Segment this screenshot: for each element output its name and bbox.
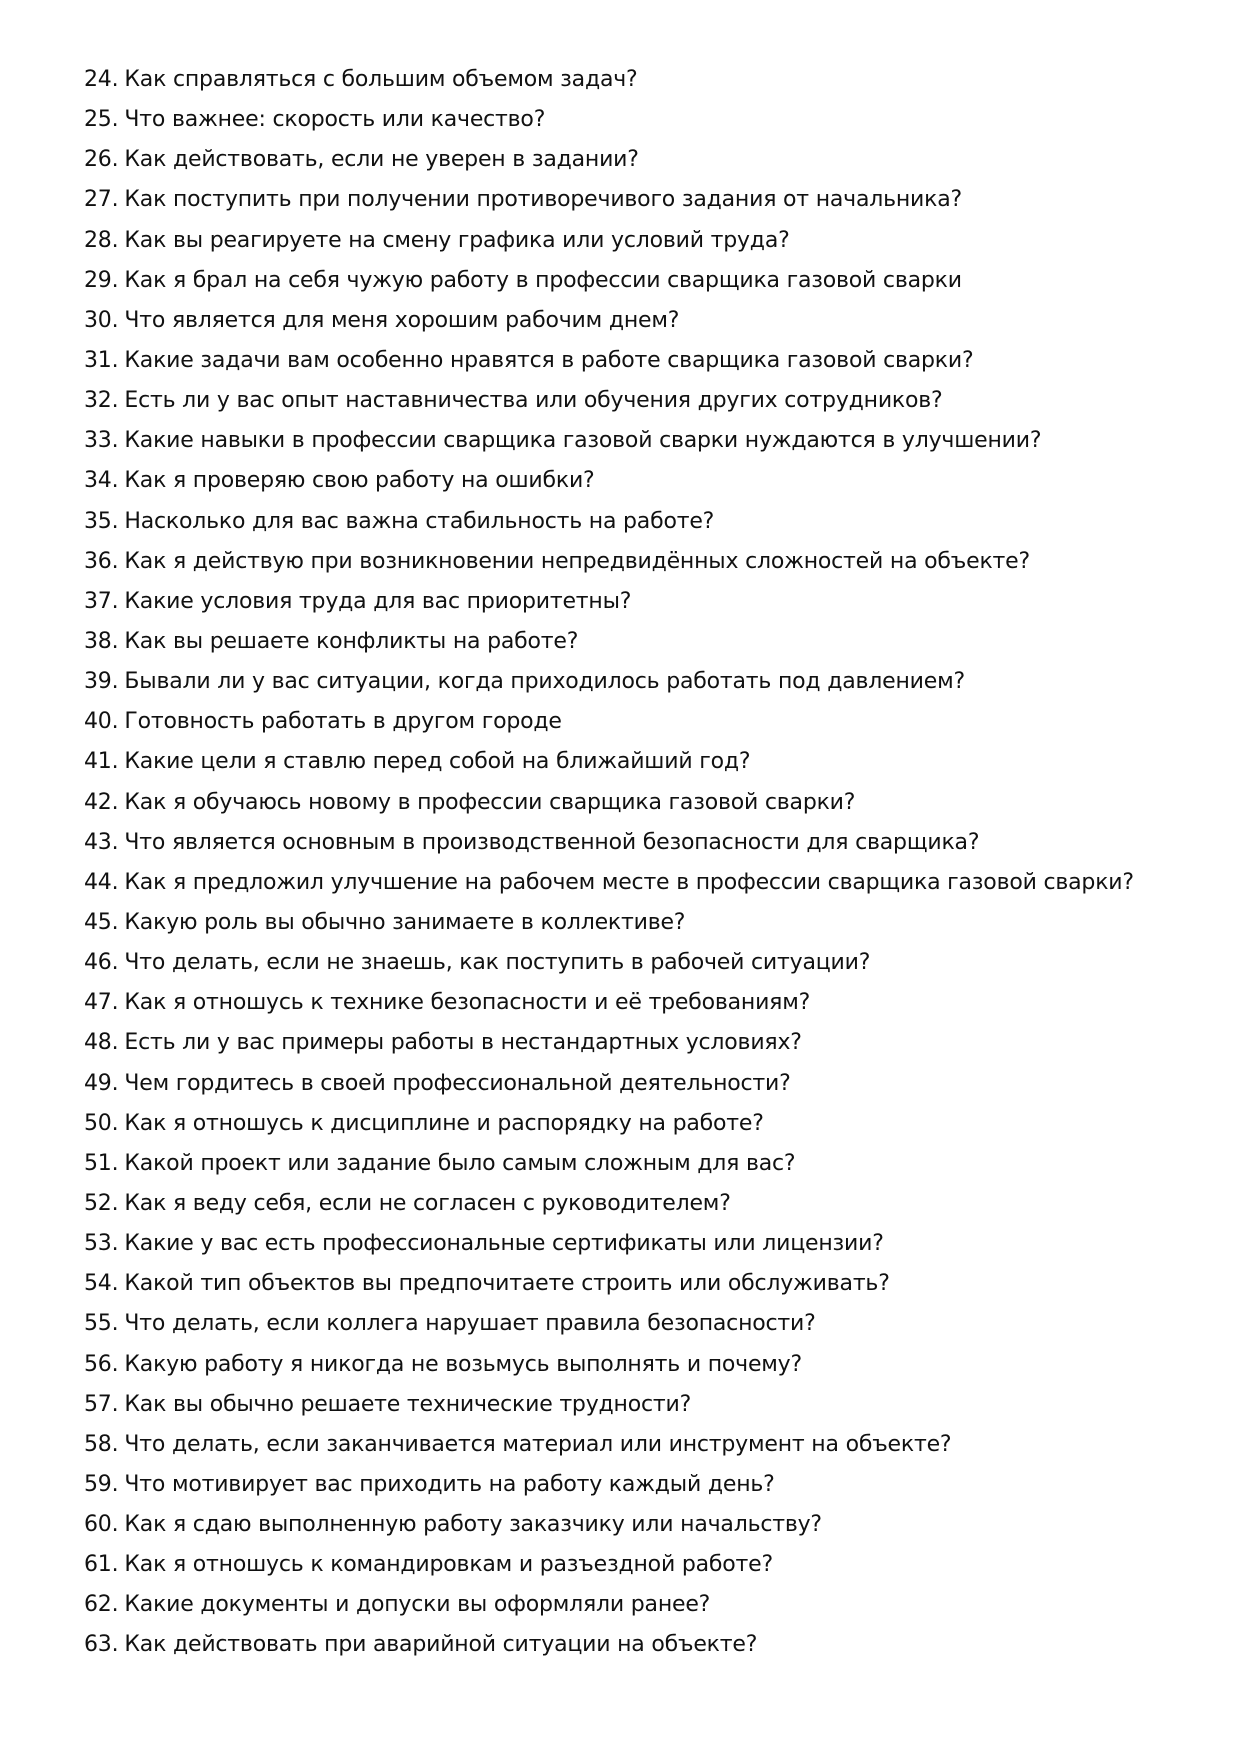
question-number: 51. — [84, 1150, 119, 1176]
question-number: 43. — [84, 829, 119, 855]
question-item — [84, 824, 1204, 864]
question-number: 49. — [84, 1070, 119, 1096]
question-text: Какие навыки в профессии сварщика газовой сварки нуждаются в улучшении? — [124, 428, 1042, 454]
question-item — [84, 1506, 1204, 1546]
question-item — [84, 1346, 1204, 1386]
question-item — [84, 784, 1204, 824]
question-item — [84, 984, 1204, 1024]
question-text: Как я действую при возникновении непредвидённых сложностей на объекте? — [124, 548, 1030, 574]
question-number: 55. — [84, 1311, 119, 1337]
question-number: 38. — [84, 628, 119, 654]
question-number: 33. — [84, 428, 119, 454]
question-item — [84, 503, 1204, 543]
question-item — [84, 1626, 1204, 1666]
question-number: 29. — [84, 267, 119, 293]
question-text: Как действовать, если не уверен в задании? — [124, 147, 639, 173]
question-text: Что является основным в производственной безопасности для сварщика? — [124, 829, 980, 855]
question-number: 61. — [84, 1552, 119, 1578]
question-text: Что делать, если не знаешь, как поступить в рабочей ситуации? — [124, 950, 871, 976]
question-number: 36. — [84, 548, 119, 574]
question-item — [84, 944, 1204, 984]
question-item — [84, 262, 1204, 302]
question-text: Готовность работать в другом городе — [124, 709, 562, 735]
question-item — [84, 1586, 1204, 1626]
question-number: 54. — [84, 1271, 119, 1297]
question-number: 59. — [84, 1471, 119, 1497]
question-item — [84, 1024, 1204, 1064]
question-text: Какую работу я никогда не возьмусь выполнять и почему? — [124, 1351, 802, 1377]
question-text: Как я отношусь к командировкам и разъездной работе? — [124, 1552, 773, 1578]
question-number: 40. — [84, 709, 119, 735]
question-text: Какие условия труда для вас приоритетны? — [124, 588, 632, 614]
question-item — [84, 1426, 1204, 1466]
question-item — [84, 382, 1204, 422]
question-text: Как я проверяю свою работу на ошибки? — [124, 468, 595, 494]
question-text: Как я предложил улучшение на рабочем месте в профессии сварщика газовой сварки? — [124, 869, 1134, 895]
question-number: 57. — [84, 1391, 119, 1417]
question-text: Что является для меня хорошим рабочим днем? — [124, 307, 680, 333]
question-text: Как поступить при получении противоречивого задания от начальника? — [124, 187, 963, 213]
question-item — [84, 181, 1204, 221]
question-number: 26. — [84, 147, 119, 173]
question-text: Какую роль вы обычно занимаете в коллективе? — [124, 909, 686, 935]
question-number: 52. — [84, 1190, 119, 1216]
question-text: Как я отношусь к дисциплине и распорядку на работе? — [124, 1110, 764, 1136]
question-text: Какие у вас есть профессиональные сертификаты или лицензии? — [124, 1231, 884, 1257]
question-item — [84, 663, 1204, 703]
question-item — [84, 1305, 1204, 1345]
question-number: 53. — [84, 1231, 119, 1257]
question-number: 34. — [84, 468, 119, 494]
question-text: Что делать, если коллега нарушает правила безопасности? — [124, 1311, 816, 1337]
question-text: Чем гордитесь в своей профессиональной деятельности? — [124, 1070, 791, 1096]
question-text: Как действовать при аварийной ситуации на объекте? — [124, 1632, 758, 1658]
question-number: 50. — [84, 1110, 119, 1136]
question-item — [84, 462, 1204, 502]
question-number: 47. — [84, 990, 119, 1016]
question-item — [84, 743, 1204, 783]
question-number: 25. — [84, 107, 119, 133]
question-number: 60. — [84, 1512, 119, 1538]
question-item — [84, 1265, 1204, 1305]
question-number: 45. — [84, 909, 119, 935]
question-item — [84, 623, 1204, 663]
question-item — [84, 61, 1204, 101]
question-number: 46. — [84, 950, 119, 976]
question-item — [84, 1105, 1204, 1145]
question-text: Как я веду себя, если не согласен с руководителем? — [124, 1190, 731, 1216]
question-number: 63. — [84, 1632, 119, 1658]
question-text: Насколько для вас важна стабильность на работе? — [124, 508, 715, 534]
question-item — [84, 583, 1204, 623]
question-text: Как я сдаю выполненную работу заказчику или начальству? — [124, 1512, 822, 1538]
question-number: 39. — [84, 669, 119, 695]
question-item — [84, 1065, 1204, 1105]
question-number: 41. — [84, 749, 119, 775]
question-item — [84, 141, 1204, 181]
question-item — [84, 1145, 1204, 1185]
question-item — [84, 1546, 1204, 1586]
question-number: 48. — [84, 1030, 119, 1056]
question-list — [84, 61, 1204, 1667]
question-text: Как я отношусь к технике безопасности и её требованиям? — [124, 990, 811, 1016]
question-number: 24. — [84, 67, 119, 92]
question-number: 27. — [84, 187, 119, 213]
question-item — [84, 101, 1204, 141]
question-number: 30. — [84, 307, 119, 333]
question-text: Как вы решаете конфликты на работе? — [124, 628, 579, 654]
question-item — [84, 1225, 1204, 1265]
question-text: Есть ли у вас примеры работы в нестандартных условиях? — [124, 1030, 802, 1056]
question-item — [84, 703, 1204, 743]
question-item — [84, 1185, 1204, 1225]
question-number: 44. — [84, 869, 119, 895]
question-text: Какой тип объектов вы предпочитаете строить или обслуживать? — [124, 1271, 890, 1297]
question-number: 31. — [84, 347, 119, 373]
question-number: 28. — [84, 227, 119, 253]
question-text: Есть ли у вас опыт наставничества или обучения других сотрудников? — [124, 388, 943, 414]
question-item — [84, 1466, 1204, 1506]
question-text: Какие документы и допуски вы оформляли ранее? — [124, 1592, 711, 1618]
question-number: 62. — [84, 1592, 119, 1618]
question-text: Бывали ли у вас ситуации, когда приходилось работать под давлением? — [124, 669, 965, 695]
question-number: 32. — [84, 388, 119, 414]
question-number: 58. — [84, 1431, 119, 1457]
question-item — [84, 302, 1204, 342]
question-text: Что важнее: скорость или качество? — [124, 107, 546, 133]
question-text: Какие задачи вам особенно нравятся в работе сварщика газовой сварки? — [124, 347, 974, 373]
question-number: 35. — [84, 508, 119, 534]
question-text: Как я брал на себя чужую работу в профессии сварщика газовой сварки — [124, 267, 962, 293]
question-text: Как справляться с большим объемом задач? — [124, 67, 638, 92]
question-text: Как я обучаюсь новому в профессии сварщика газовой сварки? — [124, 789, 856, 815]
question-item — [84, 904, 1204, 944]
question-text: Что мотивирует вас приходить на работу каждый день? — [124, 1471, 775, 1497]
question-item — [84, 1386, 1204, 1426]
question-text: Какие цели я ставлю перед собой на ближайший год? — [124, 749, 751, 775]
question-text: Как вы обычно решаете технические трудности? — [124, 1391, 692, 1417]
question-number: 42. — [84, 789, 119, 815]
question-number: 56. — [84, 1351, 119, 1377]
question-item — [84, 422, 1204, 462]
question-number: 37. — [84, 588, 119, 614]
question-text: Что делать, если заканчивается материал или инструмент на объекте? — [124, 1431, 952, 1457]
question-item — [84, 342, 1204, 382]
question-text: Какой проект или задание было самым сложным для вас? — [124, 1150, 796, 1176]
question-item — [84, 222, 1204, 262]
question-item — [84, 864, 1204, 904]
question-item — [84, 543, 1204, 583]
question-text: Как вы реагируете на смену графика или условий труда? — [124, 227, 790, 253]
